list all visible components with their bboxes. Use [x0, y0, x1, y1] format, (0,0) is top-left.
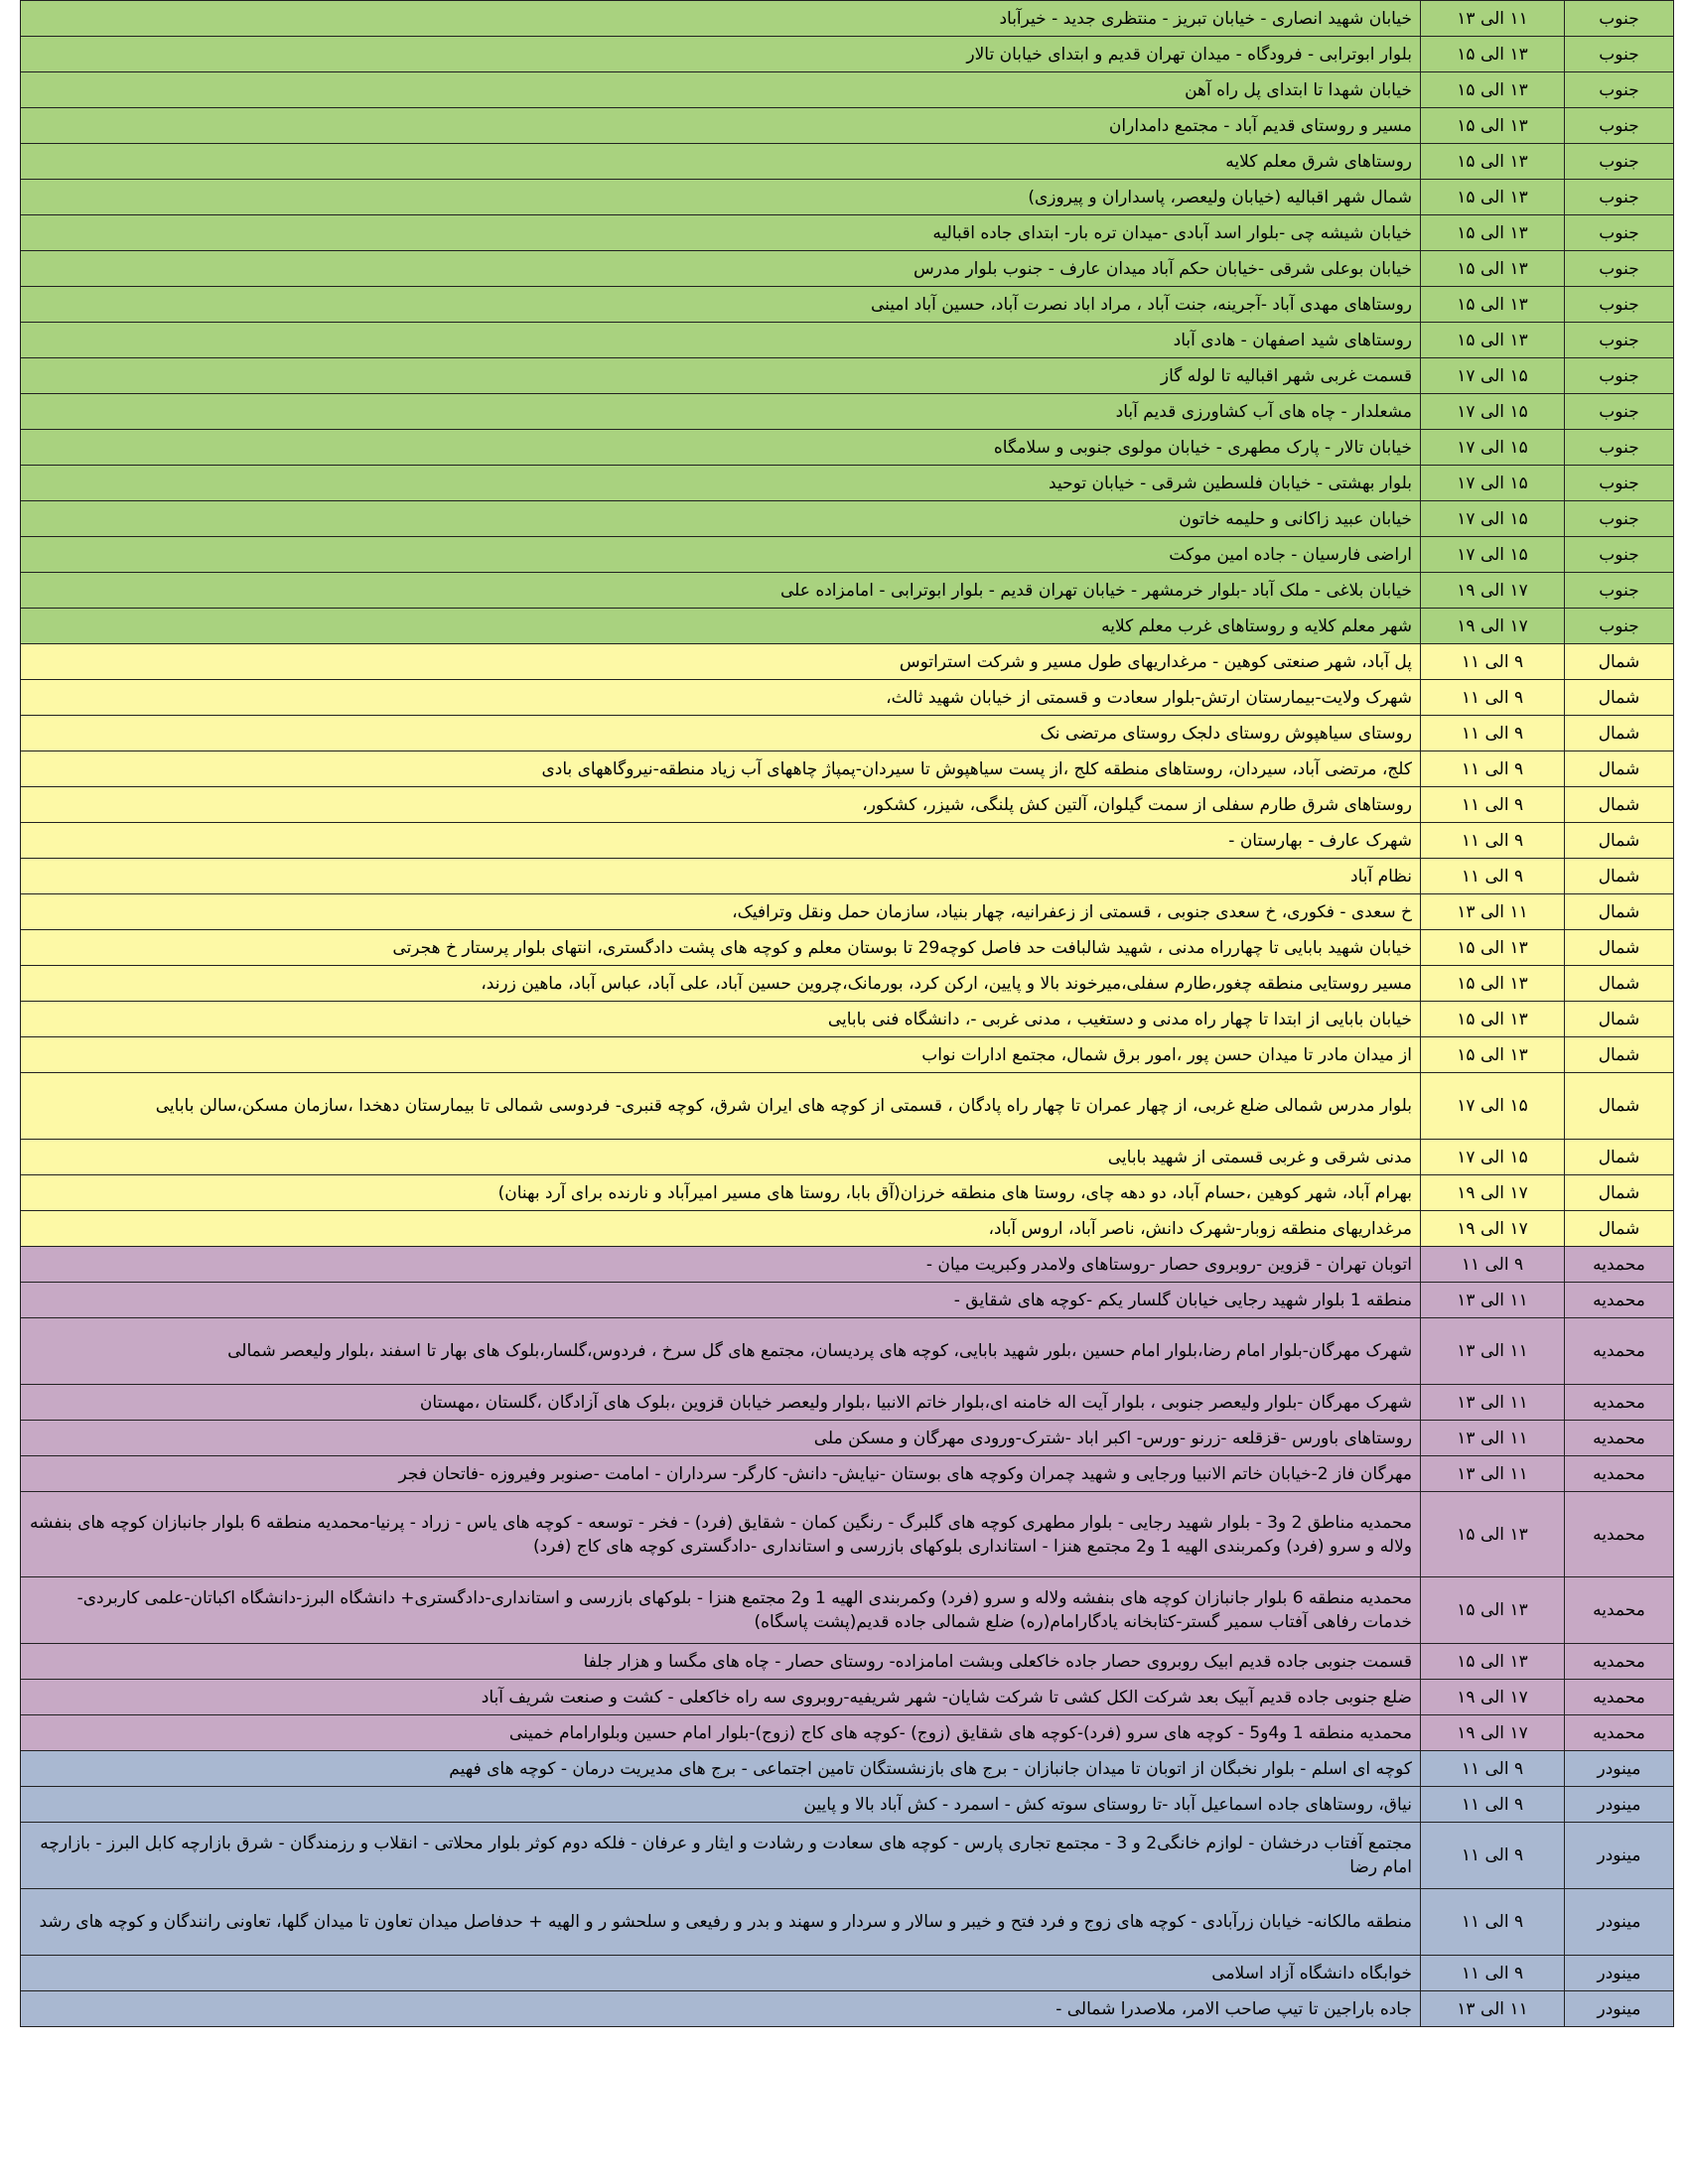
time-cell: ۱۱ الی ۱۳: [1421, 894, 1565, 930]
table-row: [21, 894, 1674, 930]
region-cell: جنوب: [1565, 430, 1674, 466]
region-cell: جنوب: [1565, 358, 1674, 394]
table-row: [21, 1680, 1674, 1715]
areas-cell: شهرک ولایت-بیمارستان ارتش-بلوار سعادت و قسمتی از خیابان شهید ثالث،: [21, 680, 1421, 716]
time-cell: ۹ الی ۱۱: [1421, 1823, 1565, 1889]
time-cell: ۱۱ الی ۱۳: [1421, 1991, 1565, 2027]
table-row: [21, 787, 1674, 823]
time-cell: ۱۱ الی ۱۳: [1421, 1421, 1565, 1456]
region-cell: محمدیه: [1565, 1492, 1674, 1577]
region-cell: شمال: [1565, 1175, 1674, 1211]
areas-cell: خیابان عبید زاکانی و حلیمه خاتون: [21, 501, 1421, 537]
region-cell: شمال: [1565, 1140, 1674, 1175]
table-row: [21, 573, 1674, 609]
table-row: [21, 1, 1674, 37]
areas-cell: جاده باراجین تا تیپ صاحب الامر، ملاصدرا شمالی -: [21, 1991, 1421, 2027]
time-cell: ۱۳ الی ۱۵: [1421, 1577, 1565, 1644]
region-cell: شمال: [1565, 644, 1674, 680]
table-row: [21, 466, 1674, 501]
areas-cell: قسمت جنوبی جاده قدیم ابیک روبروی حصار جاده خاکعلی وبشت امامزاده- روستای حصار - چاه های مگسا و هزار جلفا: [21, 1644, 1421, 1680]
region-cell: جنوب: [1565, 72, 1674, 108]
time-cell: ۱۳ الی ۱۵: [1421, 930, 1565, 966]
time-cell: ۱۷ الی ۱۹: [1421, 1715, 1565, 1751]
table-row: [21, 1751, 1674, 1787]
table-row: [21, 1787, 1674, 1823]
areas-cell: اراضی فارسیان - جاده امین موکت: [21, 537, 1421, 573]
table-row: [21, 1715, 1674, 1751]
table-row: [21, 1456, 1674, 1492]
areas-cell: شهر معلم کلایه و روستاهای غرب معلم کلایه: [21, 609, 1421, 644]
region-cell: جنوب: [1565, 251, 1674, 287]
table-row: [21, 1318, 1674, 1385]
region-cell: جنوب: [1565, 215, 1674, 251]
areas-cell: روستاهای باورس -قزقلعه -زرنو -ورس- اکبر اباد -شترک-ورودی مهرگان و مسکن ملی: [21, 1421, 1421, 1456]
time-cell: ۱۱ الی ۱۳: [1421, 1385, 1565, 1421]
time-cell: ۱۷ الی ۱۹: [1421, 1680, 1565, 1715]
region-cell: محمدیه: [1565, 1577, 1674, 1644]
table-row: [21, 430, 1674, 466]
areas-cell: شهرک مهرگان -بلوار ولیعصر جنوبی ، بلوار آیت اله خامنه ای،بلوار خاتم الانبیا ،بلوار ولیعصر خیابان قزوین ،بلوک های آزادگان ،گلستان ،مهستان: [21, 1385, 1421, 1421]
time-cell: ۱۵ الی ۱۷: [1421, 394, 1565, 430]
table-row: [21, 180, 1674, 215]
areas-cell: خیابان شهدا تا ابتدای پل راه آهن: [21, 72, 1421, 108]
table-row: [21, 1577, 1674, 1644]
table-row: [21, 1211, 1674, 1247]
time-cell: ۱۵ الی ۱۷: [1421, 537, 1565, 573]
table-row: [21, 1385, 1674, 1421]
time-cell: ۱۱ الی ۱۳: [1421, 1, 1565, 37]
areas-cell: مشعلدار - چاه های آب کشاورزی قدیم آباد: [21, 394, 1421, 430]
region-cell: جنوب: [1565, 1, 1674, 37]
region-cell: شمال: [1565, 966, 1674, 1002]
time-cell: ۱۵ الی ۱۷: [1421, 1073, 1565, 1140]
table-row: [21, 1421, 1674, 1456]
table-row: [21, 1283, 1674, 1318]
table-row: [21, 930, 1674, 966]
table-row: [21, 358, 1674, 394]
region-cell: محمدیه: [1565, 1247, 1674, 1283]
region-cell: شمال: [1565, 1002, 1674, 1037]
table-row: [21, 644, 1674, 680]
table-row: [21, 323, 1674, 358]
table-row: [21, 1492, 1674, 1577]
region-cell: شمال: [1565, 787, 1674, 823]
time-cell: ۹ الی ۱۱: [1421, 716, 1565, 751]
areas-cell: محمدیه مناطق 2 و3 - بلوار شهید رجایی - بلوار مطهری کوچه های گلبرگ - رنگین کمان - شقایق (فرد) - فخر - توسعه - کوچه های یاس - زراد - پرنیا-محمدیه منطقه 6 بلوار جانبازان کوچه های بنفشه ولاله و سرو (فرد) وکمربندی الهیه 1 و2 مجتمع هنزا - استانداری بلوکهای بازرسی و استانداری -دادگستری کوچه های کاج (فرد): [21, 1492, 1421, 1577]
region-cell: شمال: [1565, 1211, 1674, 1247]
time-cell: ۱۳ الی ۱۵: [1421, 37, 1565, 72]
areas-cell: خ سعدی - فکوری، خ سعدی جنوبی ، قسمتی از زعفرانیه، چهار بنیاد، سازمان حمل ونقل وترافیک،: [21, 894, 1421, 930]
time-cell: ۹ الی ۱۱: [1421, 644, 1565, 680]
region-cell: شمال: [1565, 680, 1674, 716]
areas-cell: خیابان بابایی از ابتدا تا چهار راه مدنی و دستغیب ، مدنی غربی -، دانشگاه فنی بابایی: [21, 1002, 1421, 1037]
areas-cell: روستاهای شید اصفهان - هادی آباد: [21, 323, 1421, 358]
time-cell: ۹ الی ۱۱: [1421, 1889, 1565, 1956]
region-cell: جنوب: [1565, 501, 1674, 537]
region-cell: مینودر: [1565, 1823, 1674, 1889]
time-cell: ۱۳ الی ۱۵: [1421, 1644, 1565, 1680]
areas-cell: از میدان مادر تا میدان حسن پور ،امور برق شمال، مجتمع ادارات نواب: [21, 1037, 1421, 1073]
areas-cell: اتوبان تهران - قزوین -روبروی حصار -روستاهای ولامدر وکبریت میان -: [21, 1247, 1421, 1283]
areas-cell: شهرک عارف - بهارستان -: [21, 823, 1421, 859]
areas-cell: مسیر روستایی منطقه چغور،طارم سفلی،میرخوند بالا و پایین، ارکن کرد، بورمانک،چروین حسین آباد، علی آباد، عباس آباد، ماهین زرند،: [21, 966, 1421, 1002]
time-cell: ۱۱ الی ۱۳: [1421, 1456, 1565, 1492]
areas-cell: محمدیه منطقه 1 و4و5 - کوچه های سرو (فرد)-کوچه های شقایق (زوج) -کوچه های کاج (زوج)-بلوار امام حسین وبلوارامام خمینی: [21, 1715, 1421, 1751]
region-cell: جنوب: [1565, 180, 1674, 215]
areas-cell: منطقه مالکانه- خیابان زرآبادی - کوچه های زوج و فرد فتح و خیبر و سالار و سردار و سهند و بدر و رفیعی و سلحشو ر و الهیه + حدفاصل میدان تعاون تا میدان گلها، تعاونی رانندگان و کوچه های رشد: [21, 1889, 1421, 1956]
areas-cell: محمدیه منطقه 6 بلوار جانبازان کوچه های بنفشه ولاله و سرو (فرد) وکمربندی الهیه 1 و2 مجتمع هنزا - بلوکهای بازرسی و استانداری-دادگستری+ دانشگاه البرز-دانشگاه اکباتان-علمی کاربردی-خدمات رفاهی آفتاب سمیر گستر-کتابخانه یادگارامام(ره) ضلع شمالی جاده قدیم(پشت پاسگاه): [21, 1577, 1421, 1644]
time-cell: ۱۵ الی ۱۷: [1421, 501, 1565, 537]
table-row: [21, 680, 1674, 716]
region-cell: مینودر: [1565, 1889, 1674, 1956]
areas-cell: خوابگاه دانشگاه آزاد اسلامی: [21, 1956, 1421, 1991]
areas-cell: روستاهای شرق طارم سفلی از سمت گیلوان، آلتین کش پلنگی، شیزر، کشکور،: [21, 787, 1421, 823]
table-row: [21, 287, 1674, 323]
region-cell: محمدیه: [1565, 1421, 1674, 1456]
time-cell: ۱۳ الی ۱۵: [1421, 215, 1565, 251]
areas-cell: روستاهای شرق معلم کلایه: [21, 144, 1421, 180]
table-row: [21, 1644, 1674, 1680]
areas-cell: روستاهای مهدی آباد -آجرینه، جنت آباد ، مراد اباد نصرت آباد، حسین آباد امینی: [21, 287, 1421, 323]
time-cell: ۱۳ الی ۱۵: [1421, 1002, 1565, 1037]
region-cell: مینودر: [1565, 1787, 1674, 1823]
time-cell: ۱۳ الی ۱۵: [1421, 108, 1565, 144]
time-cell: ۹ الی ۱۱: [1421, 1247, 1565, 1283]
table-body: [21, 1, 1674, 2027]
region-cell: شمال: [1565, 751, 1674, 787]
table-row: [21, 144, 1674, 180]
table-row: [21, 37, 1674, 72]
areas-cell: مجتمع آفتاب درخشان - لوازم خانگی2 و 3 - مجتمع تجاری پارس - کوچه های سعادت و رشادت و ایثار و عرفان - فلکه دوم کوثر بلوار محلاتی - انقلاب و رزمندگان - شرق بازارچه کابل البرز - بازارچه امام رضا: [21, 1823, 1421, 1889]
areas-cell: خیابان شهید بابایی تا چهارراه مدنی ، شهید شالبافت حد فاصل کوچه29 تا بوستان معلم و کوچه های پشت دادگستری، انتهای بلوار پرستار خ هجرتی: [21, 930, 1421, 966]
time-cell: ۱۱ الی ۱۳: [1421, 1318, 1565, 1385]
table-row: [21, 108, 1674, 144]
region-cell: محمدیه: [1565, 1283, 1674, 1318]
table-row: [21, 537, 1674, 573]
region-cell: مینودر: [1565, 1956, 1674, 1991]
areas-cell: خیابان بلاغی - ملک آباد -بلوار خرمشهر - خیابان تهران قدیم - بلوار ابوترابی - امامزاده علی: [21, 573, 1421, 609]
areas-cell: نظام آباد: [21, 859, 1421, 894]
table-row: [21, 72, 1674, 108]
areas-cell: بلوار بهشتی - خیابان فلسطین شرقی - خیابان توحید: [21, 466, 1421, 501]
table-row: [21, 501, 1674, 537]
time-cell: ۹ الی ۱۱: [1421, 823, 1565, 859]
region-cell: شمال: [1565, 823, 1674, 859]
table-row: [21, 716, 1674, 751]
region-cell: شمال: [1565, 716, 1674, 751]
region-cell: جنوب: [1565, 287, 1674, 323]
table-row: [21, 394, 1674, 430]
table-row: [21, 215, 1674, 251]
areas-cell: روستای سیاهپوش روستای دلجک روستای مرتضی نک: [21, 716, 1421, 751]
time-cell: ۹ الی ۱۱: [1421, 787, 1565, 823]
areas-cell: مدنی شرقی و غربی قسمتی از شهید بابایی: [21, 1140, 1421, 1175]
table-row: [21, 1247, 1674, 1283]
table-row: [21, 251, 1674, 287]
table-row: [21, 1073, 1674, 1140]
region-cell: جنوب: [1565, 394, 1674, 430]
region-cell: شمال: [1565, 1037, 1674, 1073]
region-cell: جنوب: [1565, 144, 1674, 180]
time-cell: ۱۳ الی ۱۵: [1421, 144, 1565, 180]
region-cell: جنوب: [1565, 466, 1674, 501]
time-cell: ۱۷ الی ۱۹: [1421, 1175, 1565, 1211]
region-cell: محمدیه: [1565, 1456, 1674, 1492]
region-cell: محمدیه: [1565, 1385, 1674, 1421]
region-cell: شمال: [1565, 894, 1674, 930]
region-cell: جنوب: [1565, 37, 1674, 72]
areas-cell: خیابان بوعلی شرقی -خیابان حکم آباد میدان عارف - جنوب بلوار مدرس: [21, 251, 1421, 287]
areas-cell: خیابان شهید انصاری - خیابان تبریز - منتظری جدید - خیرآباد: [21, 1, 1421, 37]
region-cell: جنوب: [1565, 573, 1674, 609]
time-cell: ۹ الی ۱۱: [1421, 680, 1565, 716]
region-cell: محمدیه: [1565, 1644, 1674, 1680]
table-row: [21, 751, 1674, 787]
region-cell: محمدیه: [1565, 1715, 1674, 1751]
areas-cell: خیابان تالار - پارک مطهری - خیابان مولوی جنوبی و سلامگاه: [21, 430, 1421, 466]
areas-cell: کلج، مرتضی آباد، سیردان، روستاهای منطقه کلج ،از پست سیاهپوش تا سیردان-پمپاژ چاههای آب زیاد منطقه-نیروگاههای بادی: [21, 751, 1421, 787]
table-row: [21, 1175, 1674, 1211]
time-cell: ۱۳ الی ۱۵: [1421, 287, 1565, 323]
table-row: [21, 966, 1674, 1002]
table-row: [21, 1991, 1674, 2027]
time-cell: ۹ الی ۱۱: [1421, 751, 1565, 787]
areas-cell: شمال شهر اقبالیه (خیابان ولیعصر، پاسداران و پیروزی): [21, 180, 1421, 215]
areas-cell: نیاق، روستاهای جاده اسماعیل آباد -تا روستای سوته کش - اسمرد - کش آباد بالا و پایین: [21, 1787, 1421, 1823]
table-row: [21, 823, 1674, 859]
region-cell: جنوب: [1565, 609, 1674, 644]
areas-cell: بلوار ابوترابی - فرودگاه - میدان تهران قدیم و ابتدای خیابان تالار: [21, 37, 1421, 72]
region-cell: مینودر: [1565, 1751, 1674, 1787]
time-cell: ۹ الی ۱۱: [1421, 859, 1565, 894]
time-cell: ۱۳ الی ۱۵: [1421, 1492, 1565, 1577]
table-row: [21, 1889, 1674, 1956]
areas-cell: بلوار مدرس شمالی ضلع غربی، از چهار عمران تا چهار راه پادگان ، قسمتی از کوچه های ایران شرق، کوچه قنبری- فردوسی شمالی تا بیمارستان دهخدا ،سازمان مسکن،سالن بابایی: [21, 1073, 1421, 1140]
time-cell: ۹ الی ۱۱: [1421, 1956, 1565, 1991]
areas-cell: بهرام آباد، شهر کوهین ،حسام آباد، دو دهه چای، روستا های منطقه خرزان(آق بابا، روستا های مسیر امیرآباد و نارنده برای آرد بهنان): [21, 1175, 1421, 1211]
table-row: [21, 609, 1674, 644]
time-cell: ۱۳ الی ۱۵: [1421, 966, 1565, 1002]
table-row: [21, 1002, 1674, 1037]
areas-cell: خیابان شیشه چی -بلوار اسد آبادی -میدان تره بار- ابتدای جاده اقبالیه: [21, 215, 1421, 251]
areas-cell: شهرک مهرگان-بلوار امام رضا،بلوار امام حسین ،بلور شهید بابایی، کوچه های پردیسان، مجتمع های گل سرخ ، فردوس،گلسار،بلوک های بهار تا اسفند ،بلوار ولیعصر شمالی: [21, 1318, 1421, 1385]
time-cell: ۹ الی ۱۱: [1421, 1751, 1565, 1787]
time-cell: ۱۵ الی ۱۷: [1421, 466, 1565, 501]
time-cell: ۱۳ الی ۱۵: [1421, 251, 1565, 287]
time-cell: ۱۵ الی ۱۷: [1421, 358, 1565, 394]
time-cell: ۱۳ الی ۱۵: [1421, 72, 1565, 108]
areas-cell: کوچه ای اسلم - بلوار نخبگان از اتوبان تا میدان جانبازان - برج های بازنشستگان تامین اجتماعی - برج های مدیریت درمان - کوچه های فهیم: [21, 1751, 1421, 1787]
time-cell: ۱۷ الی ۱۹: [1421, 573, 1565, 609]
time-cell: ۱۵ الی ۱۷: [1421, 1140, 1565, 1175]
areas-cell: مرغداریهای منطقه زوبار-شهرک دانش، ناصر آباد، اروس آباد،: [21, 1211, 1421, 1247]
region-cell: جنوب: [1565, 323, 1674, 358]
region-cell: جنوب: [1565, 108, 1674, 144]
time-cell: ۱۳ الی ۱۵: [1421, 180, 1565, 215]
time-cell: ۱۳ الی ۱۵: [1421, 323, 1565, 358]
table-row: [21, 1140, 1674, 1175]
table-row: [21, 1037, 1674, 1073]
region-cell: جنوب: [1565, 537, 1674, 573]
time-cell: ۱۷ الی ۱۹: [1421, 1211, 1565, 1247]
table-row: [21, 1956, 1674, 1991]
time-cell: ۱۵ الی ۱۷: [1421, 430, 1565, 466]
outage-schedule-table: [20, 0, 1674, 2027]
areas-cell: مسیر و روستای قدیم آباد - مجتمع دامداران: [21, 108, 1421, 144]
areas-cell: قسمت غربی شهر اقبالیه تا لوله گاز: [21, 358, 1421, 394]
time-cell: ۹ الی ۱۱: [1421, 1787, 1565, 1823]
region-cell: شمال: [1565, 1073, 1674, 1140]
table-row: [21, 1823, 1674, 1889]
time-cell: ۱۳ الی ۱۵: [1421, 1037, 1565, 1073]
areas-cell: ضلع جنوبی جاده قدیم آبیک بعد شرکت الکل کشی تا شرکت شایان- شهر شریفیه-روبروی سه راه خاکعلی - کشت و صنعت شریف آباد: [21, 1680, 1421, 1715]
region-cell: محمدیه: [1565, 1318, 1674, 1385]
areas-cell: مهرگان فاز 2-خیابان خاتم الانبیا ورجایی و شهید چمران وکوچه های بوستان -نیایش- دانش- کارگر- سرداران - امامت -صنوبر وفیروزه -فاتحان فجر: [21, 1456, 1421, 1492]
areas-cell: منطقه 1 بلوار شهید رجایی خیابان گلسار یکم -کوچه های شقایق -: [21, 1283, 1421, 1318]
region-cell: شمال: [1565, 859, 1674, 894]
time-cell: ۱۷ الی ۱۹: [1421, 609, 1565, 644]
region-cell: مینودر: [1565, 1991, 1674, 2027]
areas-cell: پل آباد، شهر صنعتی کوهین - مرغداریهای طول مسیر و شرکت استراتوس: [21, 644, 1421, 680]
time-cell: ۱۱ الی ۱۳: [1421, 1283, 1565, 1318]
region-cell: شمال: [1565, 930, 1674, 966]
region-cell: محمدیه: [1565, 1680, 1674, 1715]
table-row: [21, 859, 1674, 894]
